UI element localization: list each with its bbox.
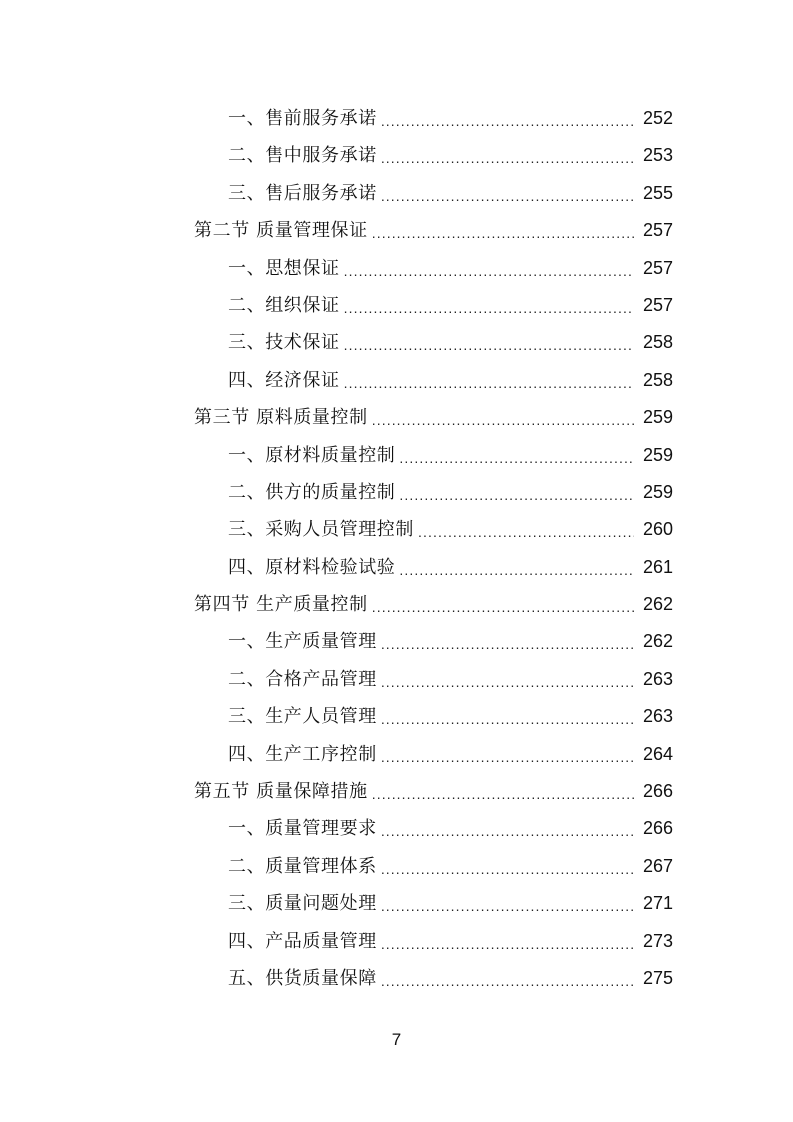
toc-entry[interactable] [0, 698, 793, 735]
toc-entry-title: 三、质量问题处理 [228, 893, 377, 915]
toc-leader-dots [418, 514, 634, 551]
toc-entry[interactable] [0, 960, 793, 997]
toc-entry-title: 一、质量管理要求 [228, 818, 377, 840]
toc-entry-page: 257 [642, 294, 673, 315]
toc-entry[interactable] [0, 137, 793, 174]
toc-entry-page: 263 [642, 668, 673, 689]
toc-entry-page: 259 [642, 407, 673, 428]
toc-entry-page: 275 [642, 967, 673, 988]
toc-entry-page: 263 [642, 706, 673, 727]
toc-entry-page: 258 [642, 332, 673, 353]
toc-entry-page: 267 [642, 855, 673, 876]
toc-entry-page: 257 [642, 257, 673, 278]
toc-leader-dots [344, 290, 634, 327]
toc-leader-dots [381, 851, 634, 888]
toc-entry-title: 一、生产质量管理 [228, 631, 377, 653]
toc-entry-title: 一、售前服务承诺 [228, 108, 377, 129]
toc-entry-title: 四、原材料检验试验 [228, 556, 396, 578]
page-number: 7 [391, 1030, 402, 1049]
toc-entry-title: 二、质量管理体系 [228, 855, 377, 877]
toc-entry-page: 252 [642, 108, 673, 128]
toc-entry-title: 四、经济保证 [228, 369, 340, 391]
toc-entry-page: 262 [642, 594, 673, 615]
toc-entry[interactable] [0, 250, 793, 287]
toc-entry-page: 271 [642, 893, 673, 914]
toc-entry-page: 273 [642, 930, 673, 951]
toc-section-entry[interactable] [0, 212, 793, 249]
toc-entry-title: 一、原材料质量控制 [228, 444, 396, 466]
toc-entry-title: 三、售后服务承诺 [228, 182, 377, 204]
toc-entry-title: 五、供货质量保障 [228, 967, 377, 989]
toc-entry[interactable] [0, 549, 793, 586]
toc-entry[interactable] [0, 287, 793, 324]
toc-leader-dots [381, 140, 634, 177]
toc-entry[interactable] [0, 511, 793, 548]
toc-entry[interactable] [0, 848, 793, 885]
toc-leader-dots [372, 589, 634, 626]
toc-entry-page: 262 [642, 631, 673, 652]
toc-entry-page: 259 [642, 444, 673, 465]
table-of-contents [0, 100, 793, 997]
toc-entry[interactable] [0, 362, 793, 399]
toc-entry-page: 266 [642, 818, 673, 839]
toc-entry-page: 260 [642, 519, 673, 540]
toc-leader-dots [381, 813, 634, 850]
toc-entry[interactable] [0, 623, 793, 660]
toc-entry-title: 第四节 生产质量控制 [194, 594, 368, 616]
toc-entry-title: 三、技术保证 [228, 332, 340, 354]
toc-section-entry[interactable] [0, 773, 793, 810]
toc-entry-title: 四、产品质量管理 [228, 930, 377, 952]
toc-entry-title: 二、组织保证 [228, 294, 340, 316]
toc-leader-dots [381, 701, 634, 738]
toc-entry-page: 253 [642, 145, 673, 166]
toc-leader-dots [399, 477, 634, 514]
toc-entry-page: 255 [642, 182, 673, 203]
toc-leader-dots [399, 440, 634, 477]
toc-entry-title: 二、售中服务承诺 [228, 145, 377, 167]
toc-entry[interactable] [0, 437, 793, 474]
toc-leader-dots [381, 739, 634, 776]
toc-entry[interactable] [0, 885, 793, 922]
toc-entry-page: 258 [642, 369, 673, 390]
toc-entry-page: 257 [642, 220, 673, 241]
toc-entry-page: 266 [642, 781, 673, 802]
toc-entry-page: 261 [642, 556, 673, 577]
toc-section-entry[interactable] [0, 586, 793, 623]
toc-leader-dots [381, 178, 634, 215]
toc-entry-title: 四、生产工序控制 [228, 743, 377, 765]
toc-section-entry[interactable] [0, 399, 793, 436]
toc-entry-title: 第三节 原料质量控制 [194, 407, 368, 429]
toc-leader-dots [381, 626, 634, 663]
toc-entry-title: 一、思想保证 [228, 257, 340, 279]
toc-entry-title: 二、供方的质量控制 [228, 481, 396, 503]
toc-leader-dots [372, 215, 634, 252]
toc-entry[interactable] [0, 661, 793, 698]
toc-leader-dots [372, 776, 634, 813]
toc-leader-dots [344, 365, 634, 402]
toc-entry-title: 二、合格产品管理 [228, 668, 377, 690]
toc-entry[interactable] [0, 324, 793, 361]
toc-leader-dots [381, 103, 634, 140]
toc-entry[interactable] [0, 810, 793, 847]
toc-entry[interactable] [0, 474, 793, 511]
toc-entry[interactable] [0, 923, 793, 960]
toc-leader-dots [344, 327, 634, 364]
toc-leader-dots [372, 402, 634, 439]
toc-entry-page: 259 [642, 481, 673, 502]
toc-entry-page: 264 [642, 743, 673, 764]
toc-entry[interactable] [0, 736, 793, 773]
toc-leader-dots [381, 888, 634, 925]
toc-entry-title: 三、生产人员管理 [228, 706, 377, 728]
toc-entry-title: 第二节 质量管理保证 [194, 220, 368, 242]
toc-leader-dots [381, 926, 634, 963]
toc-entry[interactable] [0, 100, 793, 137]
toc-leader-dots [381, 963, 634, 1000]
toc-entry[interactable] [0, 175, 793, 212]
toc-leader-dots [399, 552, 634, 589]
toc-leader-dots [381, 664, 634, 701]
toc-entry-title: 第五节 质量保障措施 [194, 781, 368, 803]
toc-leader-dots [344, 253, 634, 290]
toc-entry-title: 三、采购人员管理控制 [228, 519, 414, 541]
